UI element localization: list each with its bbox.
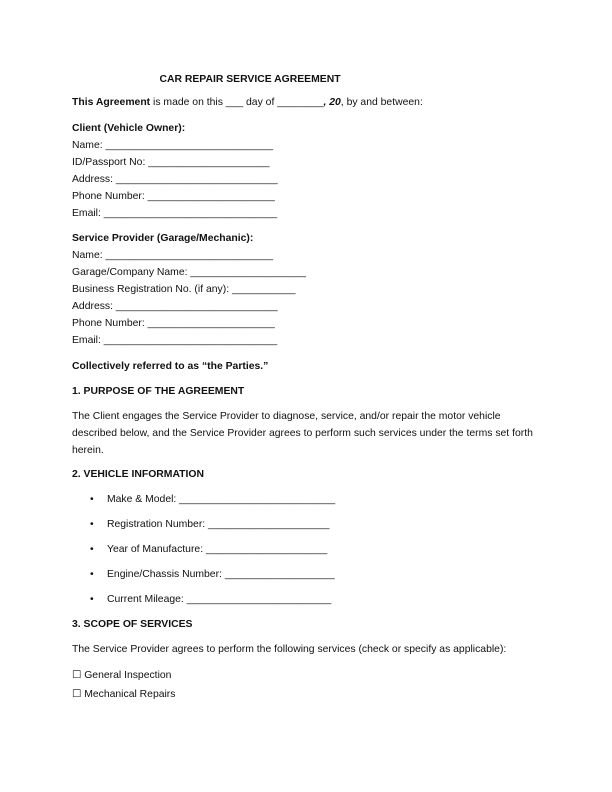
provider-company-field[interactable]: Garage/Company Name: ____________________ bbox=[72, 267, 306, 278]
section3-body: The Service Provider agrees to perform the following services (check or specify as applicable): bbox=[72, 644, 507, 655]
vehicle-engine-chassis-field[interactable]: Engine/Chassis Number: ___________________ bbox=[107, 569, 335, 580]
vehicle-make-model-field[interactable]: Make & Model: ___________________________ bbox=[107, 494, 336, 505]
intro-lead: This Agreement bbox=[72, 97, 151, 108]
client-name-field[interactable]: Name: _____________________________ bbox=[72, 140, 274, 151]
vehicle-registration-field[interactable]: Registration Number: _____________________ bbox=[107, 519, 330, 530]
section3-heading: 3. SCOPE OF SERVICES bbox=[72, 619, 193, 630]
service-option-general-inspection[interactable] bbox=[72, 669, 171, 683]
bullet-icon: • bbox=[90, 519, 94, 530]
client-heading: Client (Vehicle Owner): bbox=[72, 123, 186, 134]
provider-name-field[interactable]: Name: _____________________________ bbox=[72, 250, 274, 261]
section1-heading: 1. PURPOSE OF THE AGREEMENT bbox=[72, 386, 245, 397]
intro-end: , by and between: bbox=[340, 97, 423, 108]
section2-heading: 2. VEHICLE INFORMATION bbox=[72, 469, 205, 480]
bullet-icon: • bbox=[90, 544, 94, 555]
provider-heading: Service Provider (Garage/Mechanic): bbox=[72, 233, 254, 244]
service-option-label: General Inspection bbox=[84, 670, 172, 681]
provider-registration-field[interactable]: Business Registration No. (if any): ___________ bbox=[72, 284, 296, 295]
service-option-label: Mechanical Repairs bbox=[84, 689, 176, 700]
client-email-field[interactable]: Email: ______________________________ bbox=[72, 208, 278, 219]
service-option-mechanical-repairs[interactable] bbox=[72, 688, 175, 702]
provider-phone-field[interactable]: Phone Number: ______________________ bbox=[72, 318, 275, 329]
intro-year: , 20 bbox=[323, 97, 341, 108]
bullet-icon: • bbox=[90, 494, 94, 505]
document-title: CAR REPAIR SERVICE AGREEMENT bbox=[159, 74, 341, 85]
bullet-icon: • bbox=[90, 569, 94, 580]
vehicle-mileage-field[interactable]: Current Mileage: _________________________ bbox=[107, 594, 332, 605]
client-id-field[interactable]: ID/Passport No: _____________________ bbox=[72, 157, 270, 168]
provider-email-field[interactable]: Email: ______________________________ bbox=[72, 335, 278, 346]
intro-line bbox=[72, 96, 423, 110]
checkbox-icon[interactable]: ☐ bbox=[72, 670, 82, 681]
parties-note: Collectively referred to as “the Parties.” bbox=[72, 361, 269, 372]
vehicle-year-field[interactable]: Year of Manufacture: _____________________ bbox=[107, 544, 328, 555]
client-phone-field[interactable]: Phone Number: ______________________ bbox=[72, 191, 275, 202]
bullet-icon: • bbox=[90, 594, 94, 605]
section1-body: The Client engages the Service Provider to diagnose, service, and/or repair the motor vehicle described below, and the Service Provider agrees to perform such services under the terms set forth herein. bbox=[72, 411, 533, 456]
provider-address-field[interactable]: Address: ____________________________ bbox=[72, 301, 278, 312]
client-address-field[interactable]: Address: ____________________________ bbox=[72, 174, 278, 185]
intro-mid: is made on this ___ day of ________ bbox=[150, 97, 324, 108]
checkbox-icon[interactable]: ☐ bbox=[72, 689, 82, 700]
